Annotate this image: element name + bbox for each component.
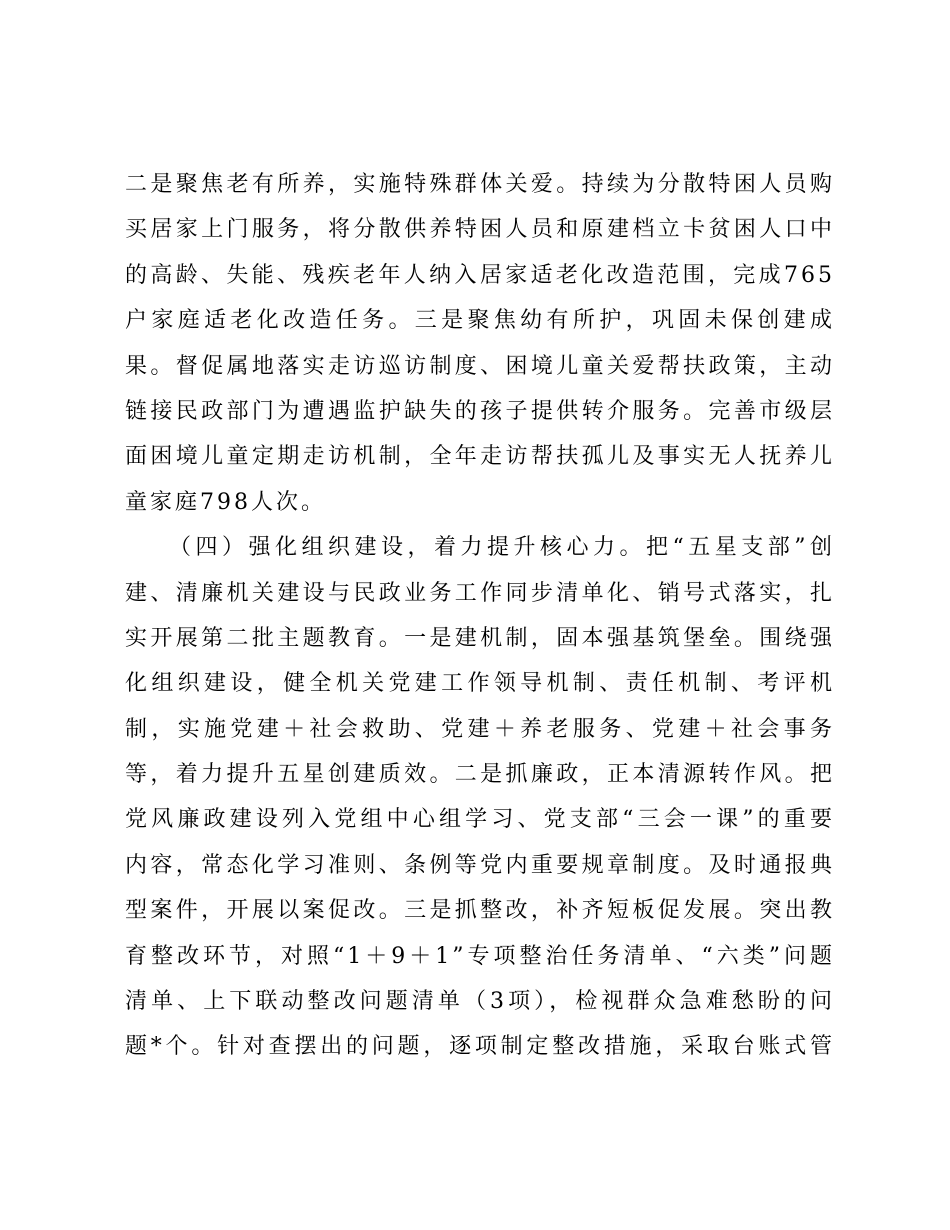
text-line: 果。督促属地落实走访巡访制度、困境儿童关爱帮扶政策，主动	[125, 353, 835, 379]
text-line: 面困境儿童定期走访机制，全年走访帮扶孤儿及事实无人抚养儿	[125, 444, 835, 470]
text-line: 党风廉政建设列入党组中心组学习、党支部“三会一课”的重要	[125, 807, 835, 833]
text-line: 的高龄、失能、残疾老年人纳入居家适老化改造范围，完成765	[125, 262, 835, 288]
text-line: 买居家上门服务，将分散供养特困人员和原建档立卡贫困人口中	[125, 217, 835, 243]
paragraph-elderly-children-care	[125, 162, 835, 525]
text-line: 化组织建设，健全机关党建工作领导机制、责任机制、考评机	[125, 671, 835, 697]
text-line: 链接民政部门为遭遇监护缺失的孩子提供转介服务。完善市级层	[125, 398, 835, 424]
section-heading-line: （四）强化组织建设，着力提升核心力。把“五星支部”创	[169, 535, 835, 561]
text-line: 型案件，开展以案促改。三是抓整改，补齐短板促发展。突出教	[125, 898, 835, 924]
text-line: 制，实施党建＋社会救助、党建＋养老服务、党建＋社会事务	[125, 716, 835, 742]
document-page	[125, 162, 835, 1070]
text-line: 题*个。针对查摆出的问题，逐项制定整改措施，采取台账式管	[125, 1034, 835, 1060]
text-line: 童家庭798人次。	[125, 489, 326, 515]
text-line: 实开展第二批主题教育。一是建机制，固本强基筑堡垒。围绕强	[125, 625, 835, 651]
text-line: 建、清廉机关建设与民政业务工作同步清单化、销号式落实，扎	[125, 580, 835, 606]
text-line: 户家庭适老化改造任务。三是聚焦幼有所护，巩固未保创建成	[125, 308, 835, 334]
text-line: 等，着力提升五星创建质效。二是抓廉政，正本清源转作风。把	[125, 762, 835, 788]
text-line: 清单、上下联动整改问题清单（3项），检视群众急难愁盼的问	[125, 989, 835, 1015]
text-line: 育整改环节，对照“1＋9＋1”专项整治任务清单、“六类”问题	[125, 943, 835, 969]
text-line: 二是聚焦老有所养，实施特殊群体关爱。持续为分散特困人员购	[125, 172, 835, 197]
paragraph-organization-building	[125, 525, 835, 1070]
text-line: 内容，常态化学习准则、条例等党内重要规章制度。及时通报典	[125, 852, 835, 878]
